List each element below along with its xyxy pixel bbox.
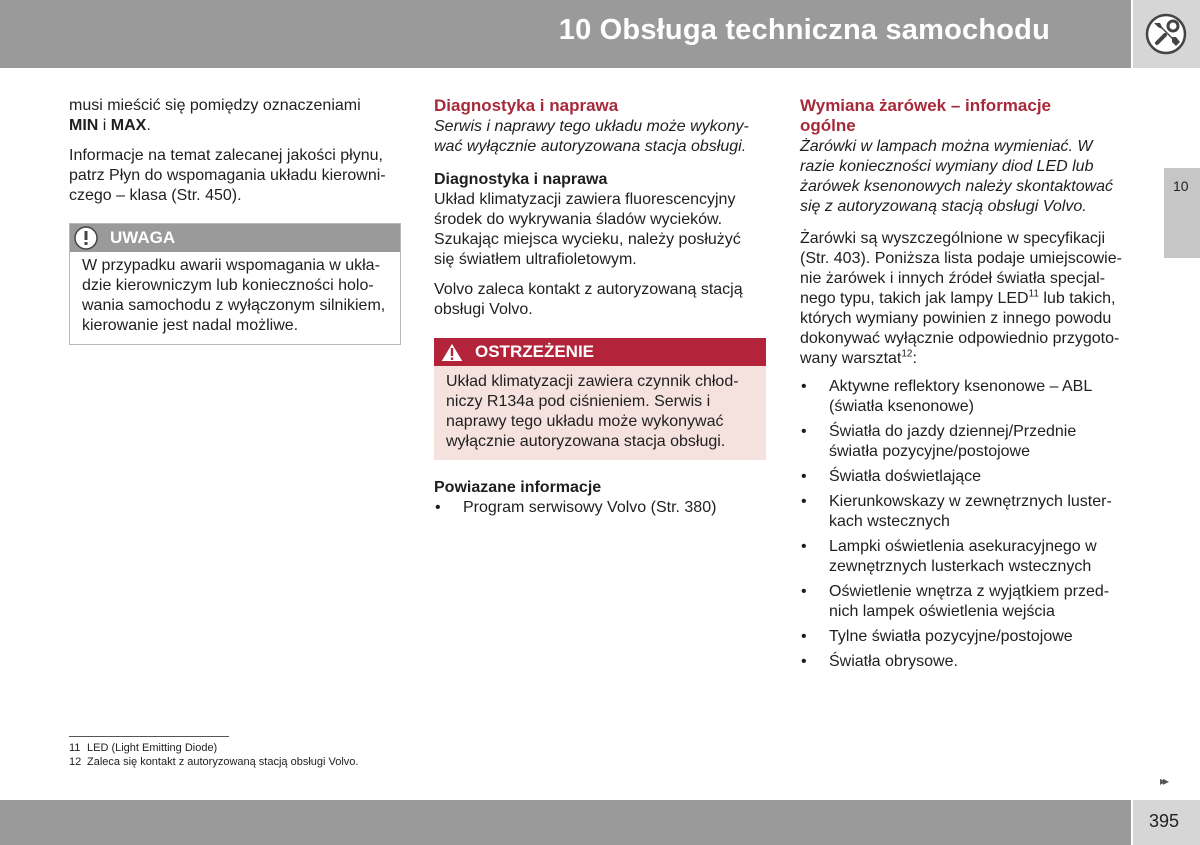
subheading: Diagnostyka i naprawa bbox=[434, 171, 608, 188]
list-item: • Światła obrysowe. bbox=[800, 652, 1120, 672]
footnote-text: Zaleca się kontakt z autoryzowaną stacją obsługi Volvo. bbox=[87, 756, 359, 768]
period: . bbox=[146, 117, 151, 134]
warning-box bbox=[434, 338, 766, 460]
column-2 bbox=[434, 96, 768, 518]
note-box bbox=[69, 223, 401, 345]
header-icon-box bbox=[1133, 0, 1200, 68]
chapter-tab[interactable] bbox=[1164, 168, 1200, 258]
list-item: • Światła do jazdy dziennej/Przednie światła pozycyjne/postojowe bbox=[800, 422, 1120, 462]
warning-box-header bbox=[434, 338, 766, 366]
note-box-title: UWAGA bbox=[110, 228, 176, 247]
footnote bbox=[69, 741, 358, 755]
max-label: MAX bbox=[110, 117, 147, 134]
chapter-title: 10 Obsługa techniczna samochodu bbox=[558, 14, 1050, 46]
page-number-box bbox=[1133, 800, 1200, 845]
intro-text: Żarówki w lampach można wymieniać. W razie konieczności wymiany diod LED lub żarówek ksenonowych należy skontaktować się z autoryzowaną stacją obsługi Volvo. bbox=[800, 138, 1114, 215]
footer-bar bbox=[0, 800, 1131, 845]
note-box-body: W przypadku awarii wspomagania w ukła-dzie kierowniczym lub konieczności holo-wania samochodu z wyłączonym silnikiem, kierowanie jest nadal możliwe. bbox=[82, 257, 386, 334]
related-list bbox=[434, 498, 768, 518]
list-item: • Kierunkowskazy w zewnętrznych luster-kach wstecznych bbox=[800, 492, 1120, 532]
intro-text: Serwis i naprawy tego układu może wykony-wać wyłącznie autoryzowana stacja obsługi. bbox=[434, 118, 749, 155]
bulb-list bbox=[800, 377, 1120, 672]
footnote-divider bbox=[69, 736, 229, 737]
info-circle-icon bbox=[73, 226, 99, 250]
footnote-number: 12 bbox=[69, 756, 82, 768]
footnotes bbox=[69, 741, 358, 769]
warning-box-title: OSTRZEŻENIE bbox=[475, 342, 595, 361]
paragraph-bulb-spec bbox=[800, 229, 1130, 369]
note-box-header bbox=[70, 224, 400, 252]
paragraph-contact: Volvo zaleca kontakt z autoryzowaną stacją obsługi Volvo. bbox=[434, 281, 743, 318]
para-part3: : bbox=[912, 350, 917, 367]
related-heading: Powiazane informacje bbox=[434, 479, 602, 496]
para1-text: musi mieścić się pomiędzy oznaczeniami bbox=[69, 97, 361, 114]
min-label: MIN bbox=[69, 117, 99, 134]
paragraph-fluid-quality: Informacje na temat zalecanej jakości płynu, patrz Płyn do wspomagania układu kierowni-czego – klasa (Str. 450). bbox=[69, 147, 386, 204]
section-title: Wymiana żarówek – informacje ogólne bbox=[800, 96, 1052, 135]
wrench-gear-icon bbox=[1145, 13, 1187, 55]
footnote-text: LED (Light Emitting Diode) bbox=[87, 742, 218, 754]
continue-arrows-icon[interactable]: ▸▸ bbox=[1160, 774, 1167, 788]
list-item: • Oświetlenie wnętrza z wyjątkiem przed-nich lampek oświetlenia wejścia bbox=[800, 582, 1120, 622]
warning-box-body: Układ klimatyzacji zawiera czynnik chłod-niczy R134a pod ciśnieniem. Serwis i naprawy tego układu może wykonywać wyłącznie autoryzowana stacja obsługi. bbox=[434, 366, 766, 460]
and-text: i bbox=[98, 117, 111, 134]
column-1 bbox=[69, 96, 404, 345]
list-item: • Tylne światła pozycyjne/postojowe bbox=[800, 627, 1120, 647]
chapter-tab-number: 10 bbox=[1173, 178, 1189, 194]
list-item: • Aktywne reflektory ksenonowe – ABL (światła ksenonowe) bbox=[800, 377, 1120, 417]
footnote-number: 11 bbox=[69, 742, 81, 754]
para-part2: lub takich, których wymiany powinien z innego powodu dokonywać wyłącznie odpowiednio przygoto-wany warsztat bbox=[800, 290, 1120, 367]
footnote bbox=[69, 755, 358, 769]
para-part1: Żarówki są wyszczególnione w specyfikacji (Str. 403). Poniższa lista podaje umiejscowie-nie żarówek i innych źródeł światła specjal-nego typu, takich jak lampy LED bbox=[800, 230, 1122, 307]
header-bar bbox=[0, 0, 1131, 68]
paragraph-fluorescent: Układ klimatyzacji zawiera fluorescencyjny środek do wykrywania śladów wycieków. Szukając miejsca wycieku, należy posłużyć się światłem ultrafioletowym. bbox=[434, 191, 741, 268]
related-link[interactable]: • Program serwisowy Volvo (Str. 380) bbox=[434, 498, 768, 518]
page-number: 395 bbox=[1149, 811, 1180, 831]
footnote-ref-12[interactable]: 12 bbox=[901, 348, 913, 360]
column-3 bbox=[800, 96, 1140, 672]
paragraph bbox=[69, 96, 404, 136]
list-item: • Lampki oświetlenia asekuracyjnego w zewnętrznych lusterkach wstecznych bbox=[800, 537, 1120, 577]
section-title: Diagnostyka i naprawa bbox=[434, 96, 619, 115]
footnote-ref-11[interactable]: 11 bbox=[1028, 288, 1039, 300]
list-item: • Światła doświetlające bbox=[800, 467, 1120, 487]
warning-triangle-icon bbox=[438, 340, 466, 364]
